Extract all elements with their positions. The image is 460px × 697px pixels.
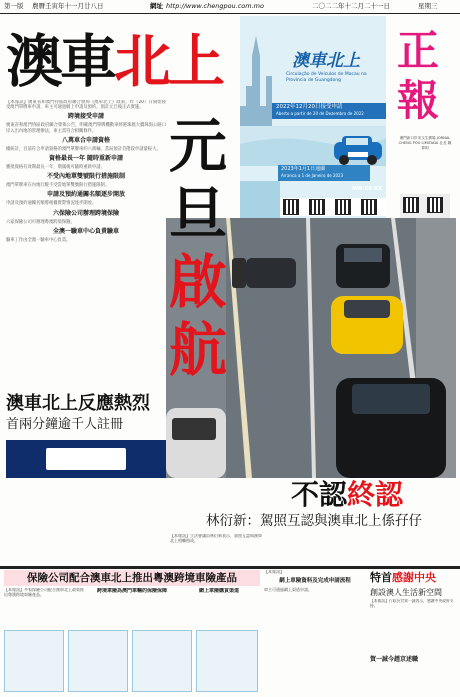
section-heading: 八萬車合申請資格 (61, 136, 110, 144)
chief-executive-article (370, 570, 458, 694)
section-text: 澳門單牌車在內地行駛不受當地單雙號限行措施限制。 (6, 183, 110, 189)
section-text: 據統計，目前符合申請資格的澳門單牌車約八萬輛，當局預計首階段申請量較大。 (6, 146, 161, 152)
edition-label: 第一版 (4, 2, 24, 10)
ce-headline-part2: 感謝中央 (392, 571, 436, 584)
secondary-headline (236, 478, 458, 512)
middle-column (264, 570, 366, 694)
qr-code-icon[interactable] (336, 200, 350, 214)
section-heading: 不受內地單雙號限行措施限制 (46, 173, 125, 181)
advert-date-line: 2022年12月20日接受申請 (276, 104, 343, 110)
section-heading: 跨境接受申請 (67, 113, 104, 121)
lunar-date: 農曆壬寅年十一月廿八日 (32, 2, 104, 10)
advert-date-band (272, 103, 386, 119)
ce-headline-part1: 特首 (370, 571, 392, 584)
qr-code-icon[interactable] (310, 200, 324, 214)
infographic-card (4, 630, 64, 692)
middle-heading: 網上車險資料及完成申請流程 (279, 577, 351, 584)
advert-panel (240, 16, 386, 218)
website-link[interactable]: http://www.chengpou.com.mo (166, 2, 264, 10)
advert-date-line-pt: Aberto a partir de 20 de Dezembro de 2022 (276, 111, 364, 116)
vertical-headline-char: 旦 (168, 180, 227, 248)
section-text: 六家保險公司可辦理粵澳跨境保險。 (6, 219, 75, 225)
insurance-subheading: 網上車險購買渠道 (198, 588, 239, 594)
main-headline (6, 16, 232, 111)
vertical-headline-char: 元 (168, 112, 227, 180)
vertical-headline-char: 啟 (168, 248, 227, 316)
section-text: 驗車工作由全澳一驗車中心負責。 (6, 237, 71, 243)
section-heading: 六保險公司辦理跨境保險 (52, 209, 119, 217)
qr-code-icon[interactable] (362, 200, 376, 214)
vertical-headline-char: 航 (168, 316, 227, 384)
weekday: 星期三 (418, 2, 438, 10)
infographic-card (132, 630, 192, 692)
insurance-title: 保險公司配合澳車北上推出粵澳跨境車險產品 (4, 570, 260, 586)
website-label: 網址 (150, 2, 163, 10)
section-heading: 全澳一驗車中心負責驗車 (52, 227, 119, 235)
section-text: 獲批資格有效期最長一年，期滿後可隨時重新申請。 (6, 165, 105, 171)
secondary-body: 【本報訊】立法會議員林衍新表示，駕照互認與澳車北上相輔相成。 (170, 534, 262, 543)
section-divider (0, 566, 460, 569)
insurance-body (4, 588, 260, 628)
section-heading: 資格最長一年 隨時重新申請 (48, 155, 124, 163)
insurance-subheading: 跨境車險為澳門車輛的保險保障 (96, 588, 167, 594)
advert-plate: MW·XX·XX (352, 186, 382, 192)
masthead-info: 澳門新口岸宋玉生廣場 JORNAL CHENG POU LIMITADA 社長 陳偉明 (398, 136, 452, 150)
secondary-subheadline: 林衍新：駕照互認與澳車北上係孖仔 (206, 513, 422, 529)
masthead-title: 正報 (396, 26, 439, 125)
ce-subheadline: 創設澳人生活新空間 (370, 588, 442, 597)
ce-headline (370, 570, 458, 586)
section-heading: 申請及預約通關名額逐步開放 (46, 191, 125, 199)
middle-lead: 【本報訊】 (264, 570, 284, 574)
login-form-image (46, 448, 126, 470)
lead-paragraph: 【本報訊】廣東省和澳門特區政府聯合發佈《澳車北上》政策。昨（20）日開始接受澳門單牌車申請，車主可通過網上申請及預約，預計元旦後正式實施。 (6, 100, 166, 111)
advert-launch-line-pt: Arranca a 1 de Janeiro de 2023 (281, 173, 344, 178)
secondary-headline-part1: 不認 (290, 478, 347, 511)
section-text: 廣東省和澳門特區政府聯合發佈公告，明確澳門單牌機動車經港珠澳大橋珠海公路口岸入出內地的管理辦法，車主需符合相關條件。 (6, 123, 166, 134)
vertical-headline (166, 112, 230, 458)
section-text: 申請及預約通關名額將根據實際情況逐步開放。 (6, 201, 97, 207)
ce-text: 【本報訊】行政長官賀一誠表示，感謝中央政府支持。 (370, 599, 454, 608)
qr-code-icon[interactable] (428, 198, 442, 212)
issue-date: 二〇二二年十二月二十一日 (312, 2, 390, 10)
website-screenshot (6, 440, 166, 478)
middle-text: 車主可通過網上渠道申請。 (264, 586, 312, 592)
main-headline-part2: 北上 (114, 29, 222, 95)
advert-launch-line: 2023年1月1日通關 (281, 166, 326, 172)
infographic-card (196, 630, 258, 692)
qr-code-icon[interactable] (284, 200, 298, 214)
top-bar (0, 0, 460, 14)
masthead (390, 18, 454, 228)
insurance-text: 【本報訊】多家保險公司配合澳車北上政策推出粵澳跨境車險產品。 (4, 588, 84, 597)
advert-qr-strip (280, 198, 386, 216)
main-headline-part1: 澳車 (6, 29, 114, 95)
registration-subtitle: 首兩分鐘逾千人註冊 (6, 417, 124, 432)
ce-footer-heading: 賀一誠今趙京述職 (370, 656, 419, 663)
advert-subtitle: Circulação de Veículos de Macau na Província de Guangdong (286, 72, 367, 83)
advert-title: 澳車北上 (292, 51, 360, 71)
registration-title: 澳車北上反應熱烈 (6, 393, 150, 414)
lead-article (6, 100, 166, 384)
qr-code-icon[interactable] (404, 198, 418, 212)
infographic-card (68, 630, 128, 692)
advert-launch-band (278, 165, 370, 181)
secondary-headline-part2: 終認 (347, 478, 404, 511)
registration-box (6, 392, 166, 478)
